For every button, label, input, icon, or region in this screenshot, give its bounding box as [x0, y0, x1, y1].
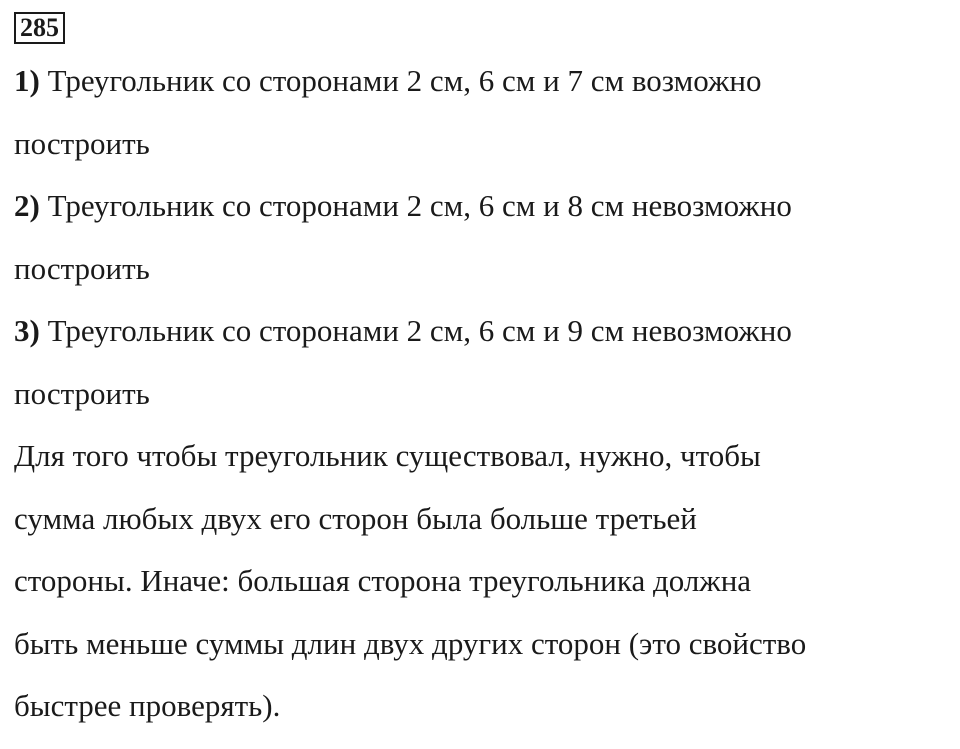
explanation-line-5: быстрее проверять).: [14, 688, 281, 723]
answer-item-1-line-2: построить: [14, 125, 150, 161]
answer-item-3-number: 3): [14, 313, 40, 348]
answer-item-2-line-2: построить: [14, 250, 150, 286]
answer-item-2-number: 2): [14, 188, 40, 223]
answer-item-3-line-1: [14, 300, 944, 363]
answer-item-2-text: Треугольник со сторонами 2 см, 6 см и 8 см невозможно: [39, 188, 792, 223]
answer-item-1-text: Треугольник со сторонами 2 см, 6 см и 7 см возможно: [39, 63, 762, 98]
explanation-line-2: сумма любых двух его сторон была больше третьей: [14, 500, 697, 536]
answer-item-2-line-1: [14, 175, 944, 238]
task-number-badge: 285: [14, 12, 65, 44]
solution-page: [14, 12, 944, 738]
explanation-line-3: стороны. Иначе: большая сторона треугольника должна: [14, 563, 752, 598]
answer-item-3-line-2: построить: [14, 375, 150, 411]
explanation-line-1: Для того чтобы треугольник существовал, нужно, чтобы: [14, 438, 761, 473]
answer-item-1-number: 1): [14, 63, 40, 98]
answer-item-1-line-1: [14, 50, 944, 113]
explanation-line-4: быть меньше суммы длин двух других сторон (это свойство: [14, 625, 807, 661]
answer-item-3-text: Треугольник со сторонами 2 см, 6 см и 9 см невозможно: [39, 313, 792, 348]
